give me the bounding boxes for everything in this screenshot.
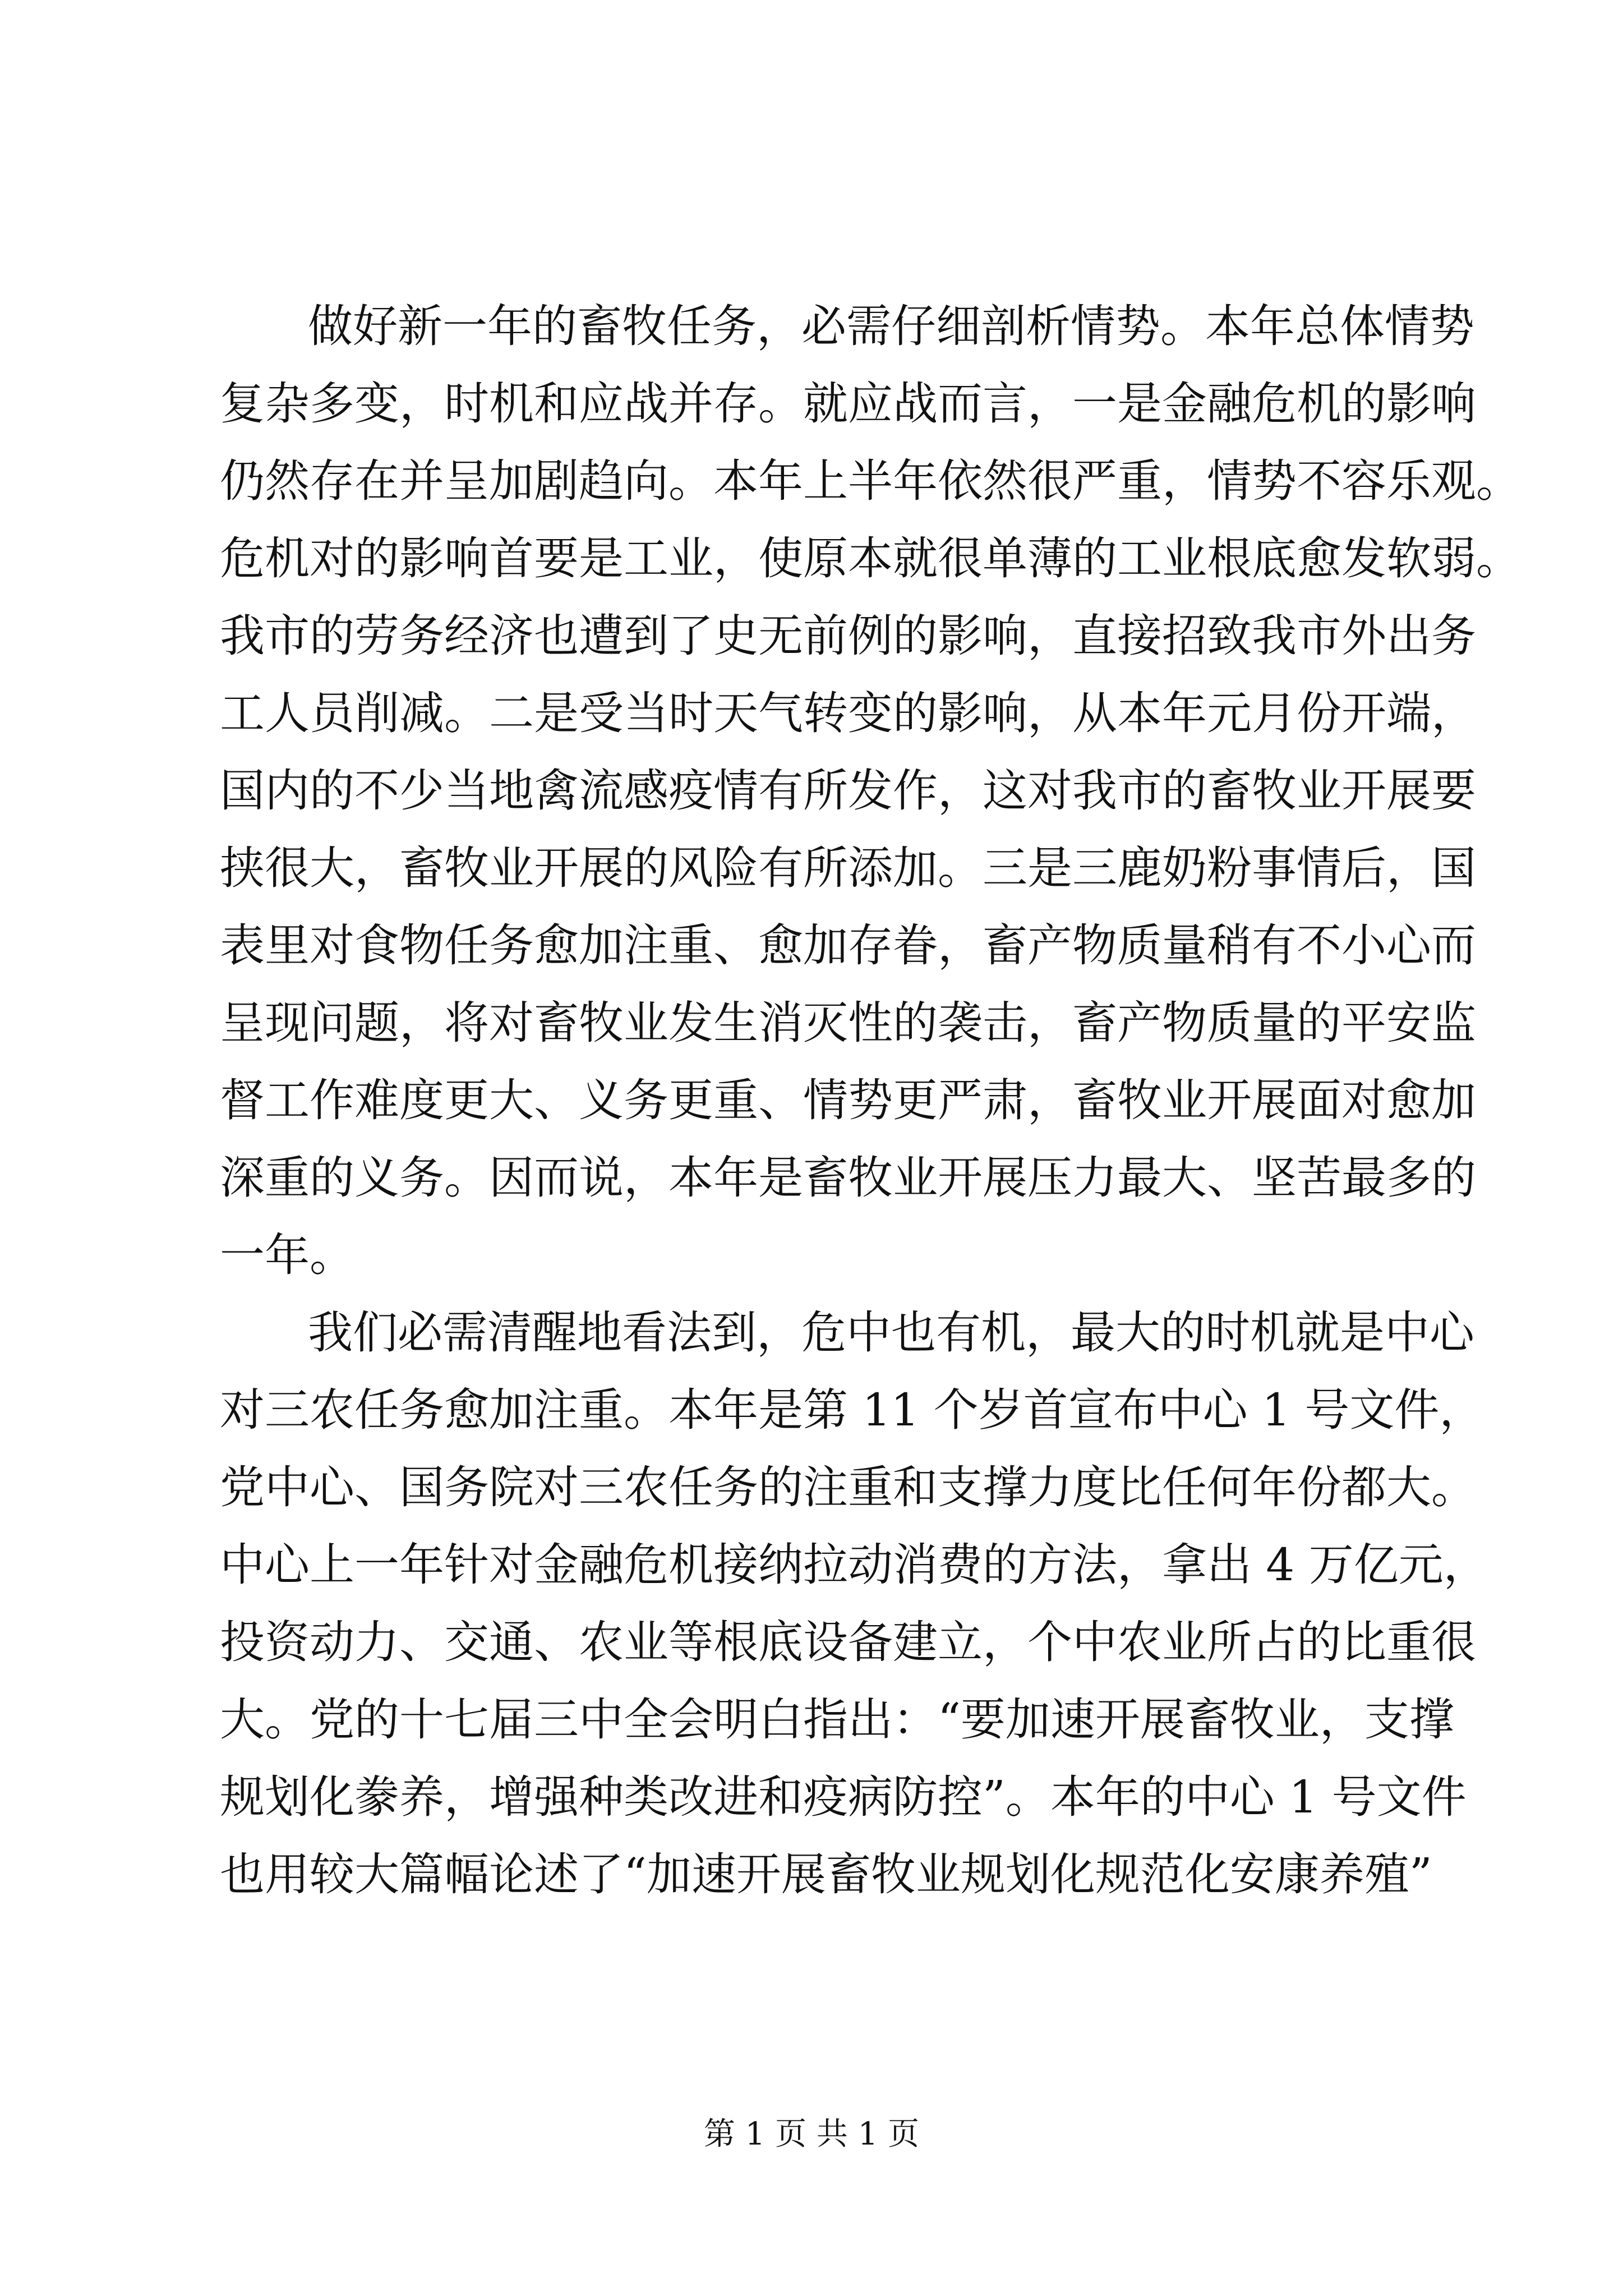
paragraph-1-line-9: 表里对食物任务愈加注重、愈加存眷，畜产物质量稍有不小心而 (220, 919, 1476, 972)
paragraph-2-line-8: 也用较大篇幅论述了“加速开展畜牧业规划化规范化安康养殖” (220, 1848, 1432, 1901)
paragraph-2-line-5: 投资动力、交通、农业等根底设备建立，个中农业所占的比重很 (220, 1616, 1476, 1668)
paragraph-1-line-6: 工人员削减。二是受当时天气转变的影响，从本年元月份开端， (220, 687, 1476, 739)
paragraph-2-line-2: 对三农任务愈加注重。本年是第 11 个岁首宣布中心 1 号文件， (220, 1384, 1484, 1436)
paragraph-1-line-10: 呈现问题，将对畜牧业发生消灭性的袭击，畜产物质量的平安监 (220, 997, 1476, 1049)
paragraph-1-line-3: 仍然存在并呈加剧趋向。本年上半年依然很严重，情势不容乐观。 (220, 455, 1521, 507)
paragraph-1-line-8: 挟很大，畜牧业开展的风险有所添加。三是三鹿奶粉事情后，国 (220, 842, 1476, 894)
paragraph-2-line-6: 大。党的十七届三中全会明白指出：“要加速开展畜牧业，支撑 (220, 1694, 1454, 1746)
paragraph-1-line-11: 督工作难度更大、义务更重、情势更严肃，畜牧业开展面对愈加 (220, 1074, 1476, 1126)
paragraph-1-line-5: 我市的劳务经济也遭到了史无前例的影响，直接招致我市外出务 (220, 610, 1476, 662)
paragraph-2-line-1: 我们必需清醒地看法到，危中也有机，最大的时机就是中心 (308, 1306, 1474, 1359)
paragraph-1-line-13: 一年。 (220, 1229, 354, 1281)
paragraph-1-line-1: 做好新一年的畜牧任务，必需仔细剖析情势。本年总体情势 (308, 300, 1474, 352)
paragraph-2-line-7: 规划化豢养，增强种类改进和疫病防控”。本年的中心 1 号文件 (220, 1771, 1467, 1823)
paragraph-1-line-4: 危机对的影响首要是工业，使原本就很单薄的工业根底愈发软弱。 (220, 532, 1521, 585)
paragraph-1-line-7: 国内的不少当地禽流感疫情有所发作，这对我市的畜牧业开展要 (220, 765, 1476, 817)
paragraph-1-line-12: 深重的义务。因而说，本年是畜牧业开展压力最大、坚苦最多的 (220, 1152, 1476, 1204)
page-footer (0, 2112, 1623, 2157)
paragraph-2-line-3: 党中心、国务院对三农任务的注重和支撑力度比任何年份都大。 (220, 1461, 1476, 1513)
paragraph-1-line-2: 复杂多变，时机和应战并存。就应战而言，一是金融危机的影响 (220, 378, 1476, 430)
document-body (220, 288, 1521, 1913)
paragraph-2-line-4: 中心上一年针对金融危机接纳拉动消费的方法，拿出 4 万亿元， (220, 1539, 1488, 1591)
page-number: 第 1 页 共 1 页 (703, 2116, 920, 2152)
